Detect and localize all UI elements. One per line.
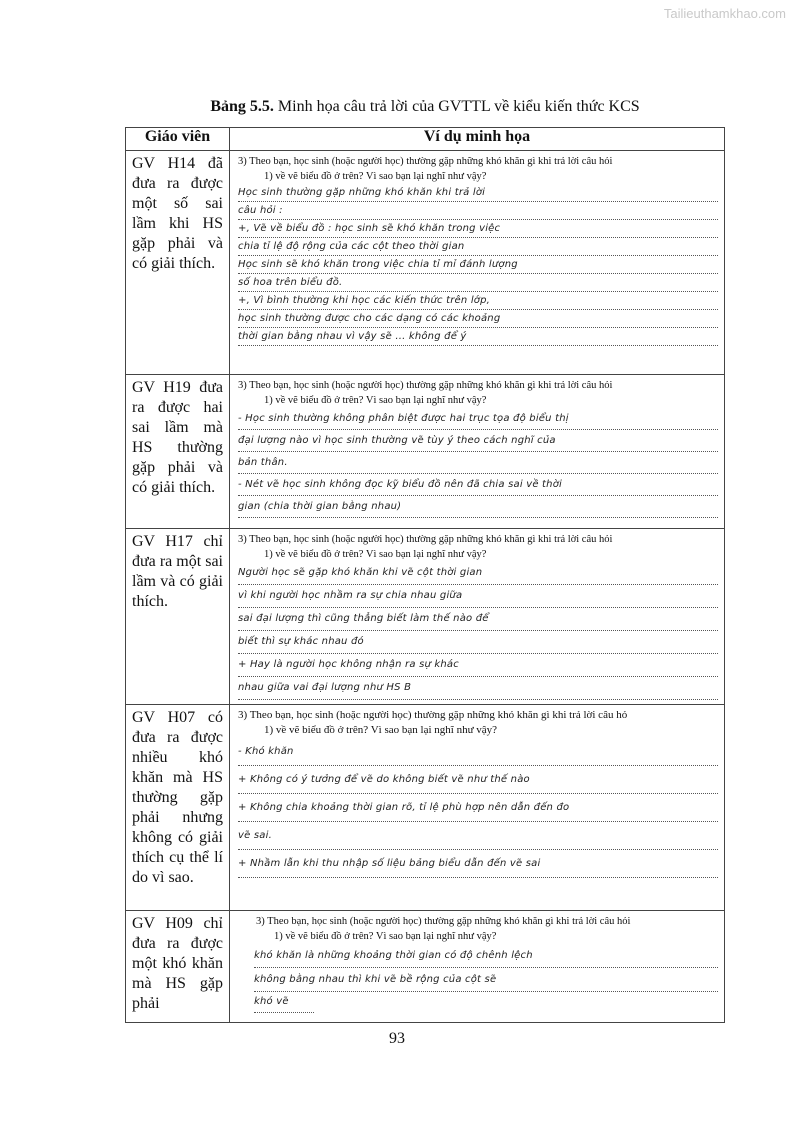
handwritten-line: số hoa trên biểu đồ. xyxy=(238,274,718,292)
handwritten-line: + Hay là người học không nhận ra sự khác xyxy=(238,654,718,677)
question-line: 1) về vẽ biểu đồ ở trên? Vì sao bạn lại nghĩ như vậy? xyxy=(264,724,498,736)
teacher-cell: GV H09 chỉ đưa ra được một khó khăn mà HS gặp phải xyxy=(126,911,230,1023)
answer-cell xyxy=(230,529,725,705)
teacher-cell: GV H07 có đưa ra được nhiều khó khăn mà HS thường gặp phải nhưng không có giải thích cụ thể lí do vì sao. xyxy=(126,705,230,911)
table-caption xyxy=(125,98,725,116)
handwritten-line: + Không chia khoảng thời gian rõ, tỉ lệ phù hợp nên dẫn đến đo xyxy=(238,794,718,822)
handwritten-line: vì khi người học nhầm ra sự chia nhau giữa xyxy=(238,585,718,608)
question-line: 3) Theo bạn, học sinh (hoặc người học) thường gặp những khó khăn gì khi trả lời câu hỏ xyxy=(238,709,628,721)
handwritten-line: +, Vì bình thường khi học các kiến thức trên lớp, xyxy=(238,292,718,310)
table-row xyxy=(126,705,725,911)
question-line: 1) về vẽ biểu đồ ở trên? Vì sao bạn lại nghĩ như vậy? xyxy=(274,931,497,942)
question-line: 3) Theo bạn, học sinh (hoặc người học) thường gặp những khó khăn gì khi trả lời câu hỏi xyxy=(256,916,631,927)
caption-text: Minh họa câu trả lời của GVTTL về kiểu kiến thức KCS xyxy=(273,98,640,115)
handwritten-line: Học sinh thường gặp những khó khăn khi trả lời xyxy=(238,184,718,202)
page-number: 93 xyxy=(389,1030,405,1047)
answer-cell xyxy=(230,911,725,1023)
question-line: 1) về vẽ biểu đồ ở trên? Vì sao bạn lại nghĩ như vậy? xyxy=(264,171,487,182)
handwritten-line: + Nhầm lẫn khi thu nhập số liệu bảng biểu dẫn đến vẽ sai xyxy=(238,850,718,878)
handwritten-line: khó vẽ xyxy=(254,992,314,1013)
handwritten-line: sai đại lượng thì cũng thẳng biết làm thế nào để xyxy=(238,608,718,631)
table-row xyxy=(126,375,725,529)
header-teacher: Giáo viên xyxy=(126,128,230,151)
question-line: 1) về vẽ biểu đồ ở trên? Vì sao bạn lại nghĩ như vậy? xyxy=(264,395,487,406)
handwritten-line: + Không có ý tưởng để vẽ do không biết vẽ như thế nào xyxy=(238,766,718,794)
question-line: 3) Theo bạn, học sinh (hoặc người học) thường gặp những khó khăn gì khi trả lời câu hỏi xyxy=(238,156,613,167)
handwritten-line: vẽ sai. xyxy=(238,822,718,850)
handwritten-line: khó khăn là những khoảng thời gian có độ chênh lệch xyxy=(254,944,718,968)
question-line: 3) Theo bạn, học sinh (hoặc người học) thường gặp những khó khăn gì khi trả lời câu hỏi xyxy=(238,534,613,545)
caption-label: Bảng 5.5. xyxy=(210,98,274,115)
answer-cell xyxy=(230,151,725,375)
table-row xyxy=(126,911,725,1023)
question-line: 3) Theo bạn, học sinh (hoặc người học) thường gặp những khó khăn gì khi trả lời câu hỏi xyxy=(238,380,613,391)
handwritten-line: nhau giữa vai đại lượng như HS B xyxy=(238,677,718,700)
table-header-row xyxy=(126,128,725,151)
handwritten-line: đại lượng nào vì học sinh thường vẽ tùy ý theo cách nghĩ của xyxy=(238,430,718,452)
answer-cell xyxy=(230,375,725,529)
question-line: 1) về vẽ biểu đồ ở trên? Vì sao bạn lại nghĩ như vậy? xyxy=(264,549,487,560)
handwritten-line: - Nét vẽ học sinh không đọc kỹ biểu đồ nên đã chia sai về thời xyxy=(238,474,718,496)
teacher-cell: GV H14 đã đưa ra được một số sai lầm khi HS gặp phải và có giải thích. xyxy=(126,151,230,375)
handwritten-line: Người học sẽ gặp khó khăn khi vẽ cột thời gian xyxy=(238,562,718,585)
teacher-cell: GV H17 chỉ đưa ra một sai lầm và có giải thích. xyxy=(126,529,230,705)
handwritten-line: - Khó khăn xyxy=(238,738,718,766)
handwritten-line: Học sinh sẽ khó khăn trong việc chia tỉ mỉ đánh lượng xyxy=(238,256,718,274)
handwritten-line: học sinh thường được cho các dạng có các khoảng xyxy=(238,310,718,328)
handwritten-line: câu hỏi : xyxy=(238,202,718,220)
handwritten-line: +, Vẽ về biểu đồ : học sinh sẽ khó khăn trong việc xyxy=(238,220,718,238)
examples-table xyxy=(125,127,725,1023)
header-example: Ví dụ minh họa xyxy=(230,128,725,151)
handwritten-line: thời gian bằng nhau vì vậy sẽ ... không để ý xyxy=(238,328,718,346)
handwritten-line: bản thân. xyxy=(238,452,718,474)
table-row xyxy=(126,151,725,375)
table-row xyxy=(126,529,725,705)
handwritten-line: gian (chia thời gian bằng nhau) xyxy=(238,496,718,518)
handwritten-line: - Học sinh thường không phân biệt được hai trục tọa độ biểu thị xyxy=(238,408,718,430)
watermark: Tailieuthamkhao.com xyxy=(663,6,786,21)
handwritten-line: chia tỉ lệ độ rộng của các cột theo thời gian xyxy=(238,238,718,256)
teacher-cell: GV H19 đưa ra được hai sai lầm mà HS thường gặp phải và có giải thích. xyxy=(126,375,230,529)
handwritten-line: không bằng nhau thì khi vẽ bề rộng của cột sẽ xyxy=(254,968,718,992)
handwritten-line: biết thì sự khác nhau đó xyxy=(238,631,718,654)
answer-cell xyxy=(230,705,725,911)
